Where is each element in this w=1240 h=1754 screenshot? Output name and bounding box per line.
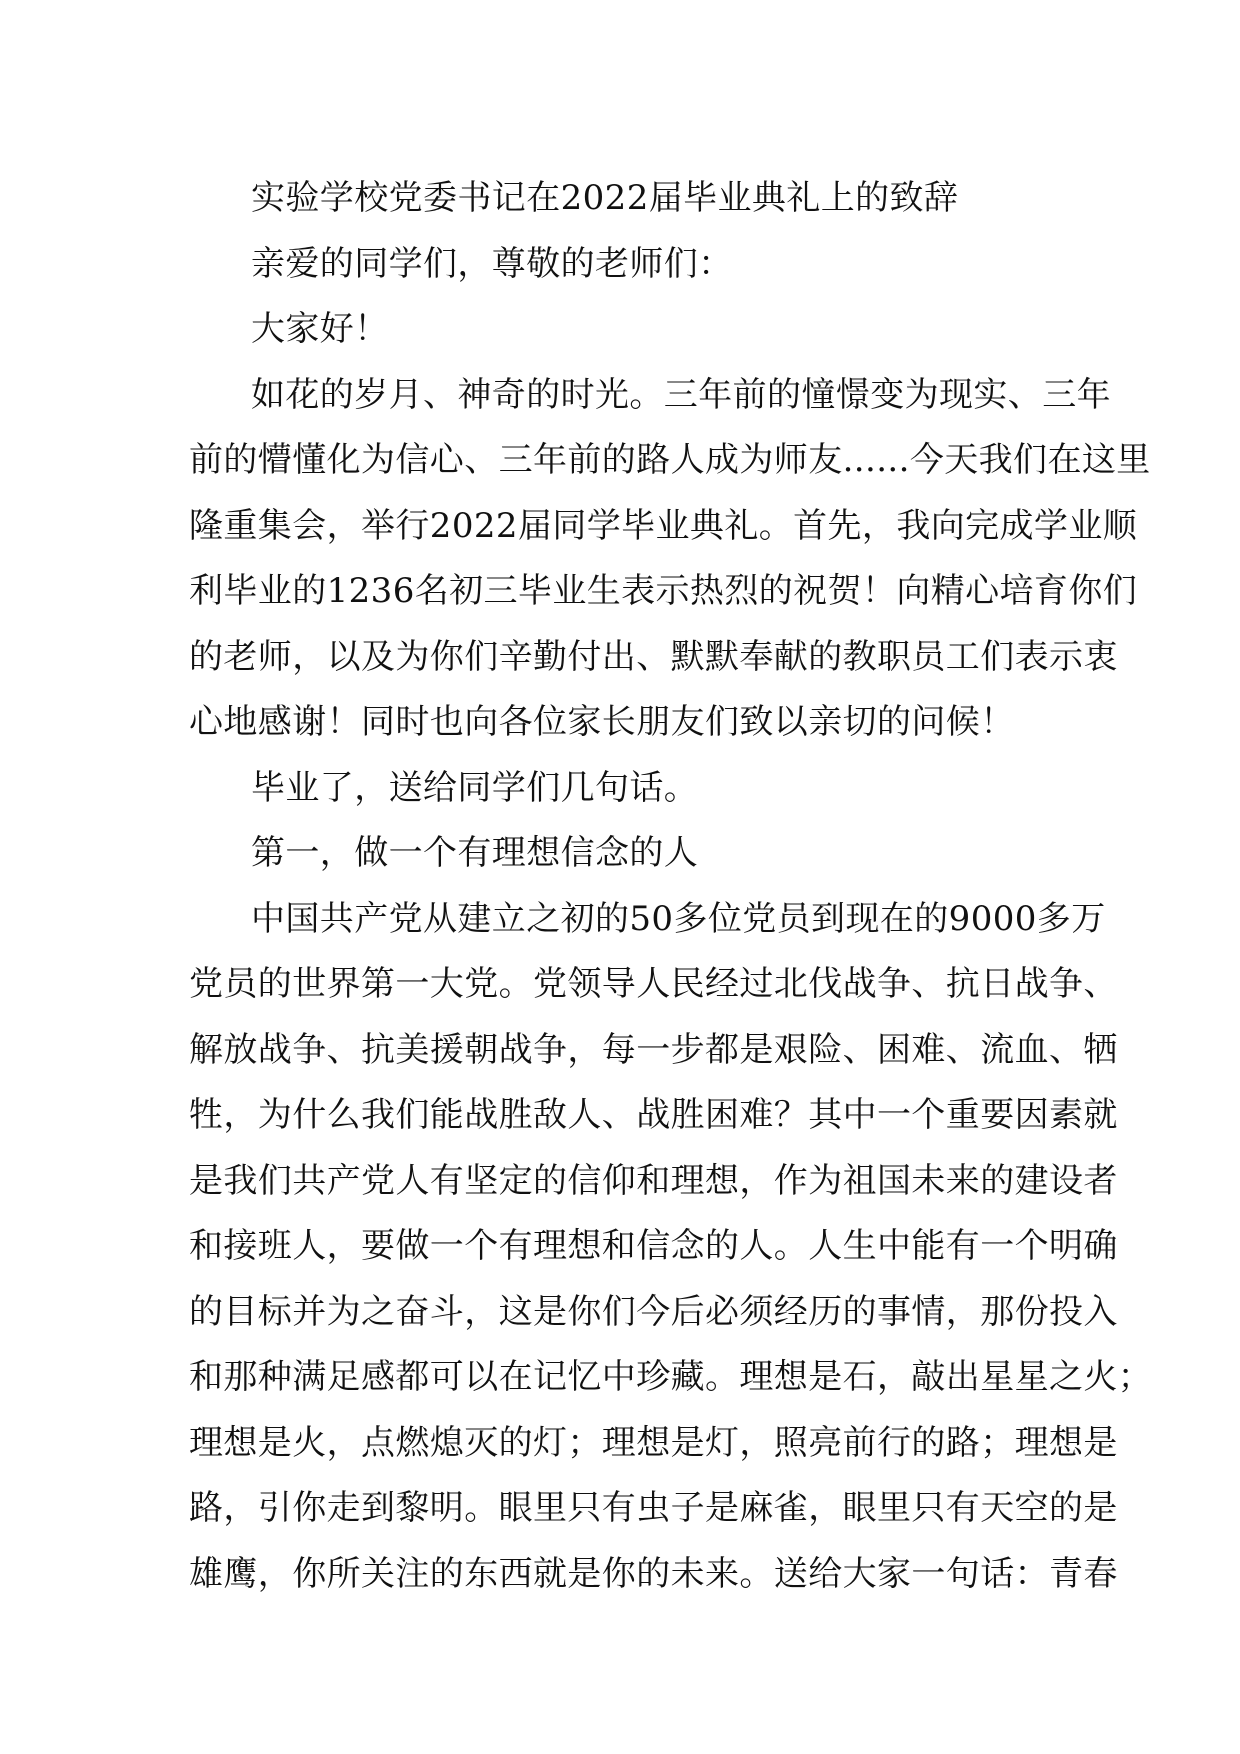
paragraph-line: 心地感谢！同时也向各位家长朋友们致以亲切的问候！ <box>189 702 1015 742</box>
paragraph-line: 解放战争、抗美援朝战争，每一步都是艰险、困难、流血、牺 <box>189 1029 1118 1070</box>
paragraph-line: 的老师，以及为你们辛勤付出、默默奉献的教职员工们表示衷 <box>189 636 1118 677</box>
paragraph-line: 牲，为什么我们能战胜敌人、战胜困难？其中一个重要因素就 <box>189 1095 1118 1135</box>
paragraph-line: 理想是火，点燃熄灭的灯；理想是灯，照亮前行的路；理想是 <box>189 1422 1118 1463</box>
salutation: 亲爱的同学们，尊敬的老师们： <box>251 243 733 284</box>
greeting: 大家好！ <box>251 309 389 349</box>
section-heading-first: 第一，做一个有理想信念的人 <box>251 833 699 873</box>
paragraph-line: 是我们共产党人有坚定的信仰和理想，作为祖国未来的建设者 <box>189 1160 1118 1201</box>
paragraph-opening <box>189 363 1151 756</box>
paragraph-line: 前的懵懂化为信心、三年前的路人成为师友......今天我们在这里 <box>189 440 1151 480</box>
paragraph-line: 如花的岁月、神奇的时光。三年前的憧憬变为现实、三年 <box>251 374 1111 415</box>
paragraph-line: 隆重集会，举行2022届同学毕业典礼。首先，我向完成学业顺 <box>189 505 1138 546</box>
paragraph-line: 的目标并为之奋斗，这是你们今后必须经历的事情，那份投入 <box>189 1291 1118 1332</box>
paragraph-line: 和接班人，要做一个有理想和信念的人。人生中能有一个明确 <box>189 1226 1118 1266</box>
document-title: 实验学校党委书记在2022届毕业典礼上的致辞 <box>251 178 959 218</box>
paragraph-line: 路，引你走到黎明。眼里只有虫子是麻雀，眼里只有天空的是 <box>189 1488 1118 1528</box>
paragraph-line: 党员的世界第一大党。党领导人民经过北伐战争、抗日战争、 <box>189 964 1118 1004</box>
paragraph-line: 雄鹰，你所关注的东西就是你的未来。送给大家一句话：青春 <box>189 1553 1118 1594</box>
paragraph-transition: 毕业了，送给同学们几句话。 <box>251 767 699 808</box>
paragraph-line: 中国共产党从建立之初的50多位党员到现在的9000多万 <box>251 898 1106 939</box>
paragraph-ideals <box>189 887 1153 1608</box>
paragraph-line: 利毕业的1236名初三毕业生表示热烈的祝贺！向精心培育你们 <box>189 571 1138 611</box>
paragraph-line: 和那种满足感都可以在记忆中珍藏。理想是石，敲出星星之火； <box>189 1357 1153 1397</box>
document-body <box>189 166 1153 1607</box>
